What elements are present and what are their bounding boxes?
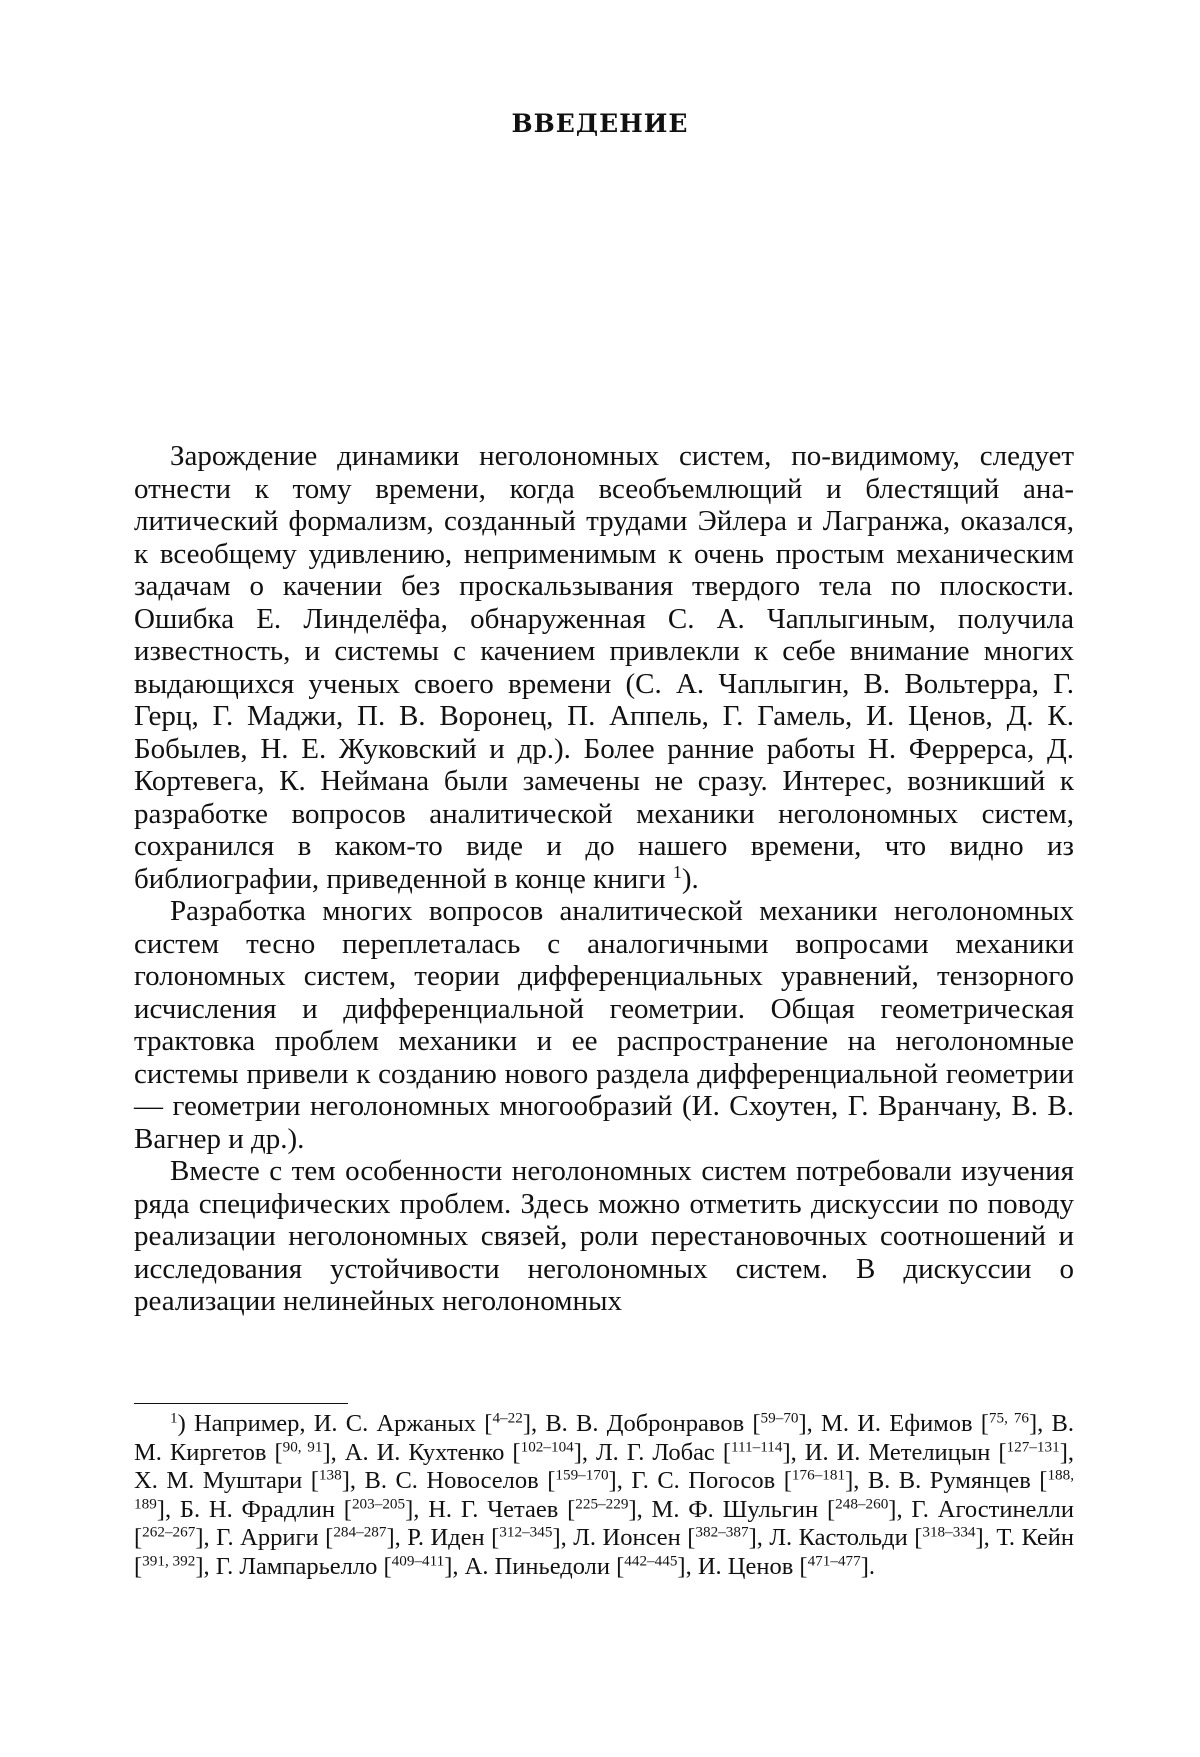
citation-ref: 284–287 bbox=[333, 1523, 387, 1541]
paragraph-1-tail: ). bbox=[681, 862, 699, 895]
citation-author: ], В. В. Румянцев [ bbox=[845, 1467, 1048, 1494]
citation-author: ], А. И. Кухтенко [ bbox=[322, 1438, 521, 1466]
citation-author: ], И. Ценов [ bbox=[677, 1552, 808, 1580]
citation-ref: 111–114 bbox=[730, 1438, 783, 1456]
footnote-reference: 1 bbox=[672, 861, 682, 882]
citation-author: ], Л. Ионсен [ bbox=[552, 1524, 696, 1551]
citation-ref: 262–267 bbox=[142, 1523, 196, 1541]
citation-ref: 4–22 bbox=[492, 1409, 523, 1427]
citation-author: ], Л. Кастольди [ bbox=[748, 1524, 923, 1551]
citation-ref: 248–260 bbox=[835, 1495, 889, 1513]
citation-ref: 159–170 bbox=[555, 1466, 609, 1484]
citation-author: ], Т. Кейн [ bbox=[134, 1524, 1074, 1580]
citation-author: ], Н. Г. Четаев [ bbox=[405, 1495, 576, 1523]
citation-author: ], И. И. Метелицын [ bbox=[782, 1438, 1007, 1466]
citation-ref: 59–70 bbox=[760, 1409, 799, 1427]
paragraph-1-text: Зарождение динамики неголономных систем, по-видимому, следует отнести к тому времени, когда всеобъемлющий и блестящий аналитический формализм, созданный трудами Эйлера и Лагранжа, оказался, к всеобщему удивлению, неприменимым к очень простым механическим задачам о качении без проскальзывания твердого тела по плоскости. Ошибка Е. Линделёфа, обнаруженная С. А. Чаплыгиным, получила известность, и системы с качением привлекли к себе внимание многих выдающихся ученых своего времени (С. А. Чаплыгин, В. Вольтерра, Г. Герц, Г. Маджи, П. В. Воронец, П. Аппель, Г. Гамель, И. Ценов, Д. К. Бобылев, Н. Е. Жуковский и др.). Более ранние работы Н. Феррерса, Д. Кортевега, К. Неймана были замечены не сразу. Интерес, возникший к разработке вопросов аналитической механики неголономных систем, сохранился в каком-то виде и до нашего времени, что видно из библиографии, приведенной в конце книги bbox=[134, 440, 1074, 895]
citation-author: ], Р. Иден [ bbox=[386, 1524, 500, 1551]
citation-ref: 225–229 bbox=[575, 1495, 629, 1513]
citation-author: ], А. Пиньедоли [ bbox=[444, 1552, 625, 1580]
citation-ref: 75, 76 bbox=[988, 1409, 1030, 1427]
citation-ref: 318–334 bbox=[922, 1523, 976, 1541]
citation-ref: 188, 189 bbox=[134, 1466, 1075, 1513]
citation-ref: 90, 91 bbox=[282, 1438, 323, 1456]
citation-author: ], Г. Агостинелли [ bbox=[134, 1495, 1074, 1551]
citation-author: ], М. Ф. Шульгин [ bbox=[628, 1495, 836, 1523]
citation-author: ], Г. Лампарьелло [ bbox=[195, 1552, 392, 1580]
citation-author: ], В. С. Новоселов [ bbox=[341, 1467, 556, 1494]
citation-ref: 312–345 bbox=[499, 1523, 553, 1541]
paragraph-3: Вместе с тем особенности неголономных систем потребовали изучения ряда специфических проблем. Здесь можно отметить дискуссии по поводу реализации неголономных связей, роли перестановочных соотношений и исследования устойчивости неголономных систем. В дискуссии о реализации нелинейных неголономных bbox=[134, 1155, 1074, 1317]
citation-author: ], Б. Н. Фрадлин [ bbox=[156, 1495, 352, 1523]
citation-ref: 102–104 bbox=[520, 1438, 574, 1456]
footnote bbox=[134, 1410, 1074, 1581]
citation-author: ], В. М. Киргетов [ bbox=[134, 1410, 1075, 1466]
citation-ref: 176–181 bbox=[791, 1466, 846, 1484]
citation-author: ], Л. Г. Лобас [ bbox=[573, 1438, 731, 1466]
paragraph-1 bbox=[134, 440, 1074, 895]
citation-author: ], Г. Арриги [ bbox=[195, 1524, 334, 1551]
citation-author: ], Х. М. Муштари [ bbox=[134, 1438, 1074, 1494]
citation-author: ], М. И. Ефимов [ bbox=[798, 1410, 989, 1437]
footnote-mark: 1 bbox=[170, 1409, 178, 1427]
citation-ref: 409–411 bbox=[391, 1552, 445, 1570]
footnote-text bbox=[134, 1410, 1074, 1581]
citation-author: ]. bbox=[860, 1552, 876, 1580]
citation-author: ], В. В. Добронравов [ bbox=[522, 1410, 761, 1437]
paragraph-2: Разработка многих вопросов аналитической механики неголономных систем тесно переплеталась с аналогичными вопросами механики голономных систем, теории дифференциальных уравнений, тензорного исчисления и дифференциальной геометрии. Общая геометрическая трактовка проблем механики и ее распространение на неголономные системы привели к созданию нового раздела дифференциальной геометрии — геометрии неголономных многообразий (И. Схоутен, Г. Вранчану, В. В. Вагнер и др.). bbox=[134, 895, 1074, 1155]
footnote-divider bbox=[134, 1403, 348, 1404]
citation-ref: 382–387 bbox=[695, 1523, 749, 1541]
citation-author: ], Г. С. Погосов [ bbox=[608, 1467, 792, 1494]
citation-ref: 203–205 bbox=[351, 1495, 406, 1513]
citation-ref: 138 bbox=[318, 1466, 342, 1484]
citation-ref: 391, 392 bbox=[142, 1552, 196, 1570]
footnote-lead: ) Например, И. С. Аржаных [ bbox=[177, 1410, 493, 1437]
main-text bbox=[134, 440, 1074, 1318]
citation-ref: 442–445 bbox=[624, 1552, 678, 1570]
citation-ref: 471–477 bbox=[807, 1552, 861, 1570]
citation-ref: 127–131 bbox=[1006, 1438, 1060, 1456]
chapter-title: ВВЕДЕНИЕ bbox=[511, 108, 689, 138]
